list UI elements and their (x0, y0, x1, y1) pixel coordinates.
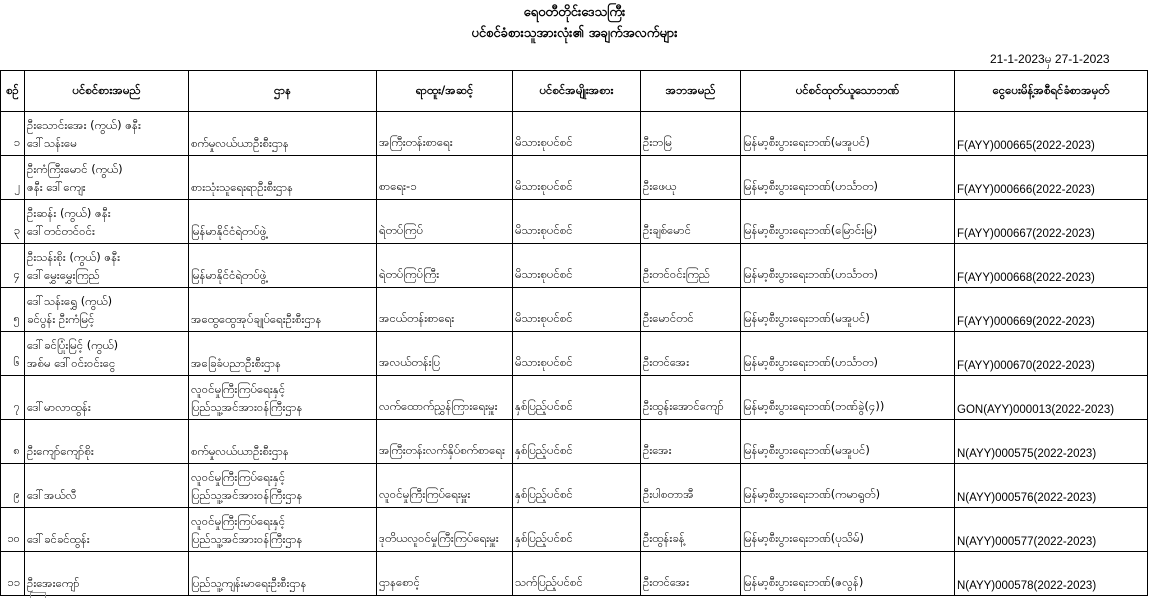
cell-bank: မြန်မာ့စီးပွားရေးဘဏ်(ဟင်္သာတ) (741, 156, 955, 200)
cell-department (189, 508, 377, 552)
cell-rank: ရဲတပ်ကြပ်ကြီး (377, 244, 513, 288)
cell-rank: အလယ်တန်းပြ (377, 332, 513, 376)
cell-no: ၄ (1, 244, 25, 288)
cell-bank: မြန်မာ့စီးပွားရေးဘဏ်(မအူပင်) (741, 420, 955, 464)
cell-department-line2: မြန်မာနိုင်ငံရဲတပ်ဖွဲ့ (191, 268, 267, 282)
cell-payment-order: GON(AYY)000013(2022-2023) (955, 376, 1148, 420)
cell-rank: လူဝင်မှုကြီးကြပ်ရေးမှူး (377, 464, 513, 508)
cell-no: ၉ (1, 464, 25, 508)
cell-name-line2: ခင်ပွန်း ဦးကံမြင့် (27, 312, 95, 326)
cell-bank: မြန်မာ့စီးပွားရေးဘဏ်(မအူပင်) (741, 288, 955, 332)
cell-department (189, 420, 377, 464)
cell-pension-type: နှစ်ပြည့်ပင်စင် (513, 420, 641, 464)
cell-bank: မြန်မာ့စီးပွားရေးဘဏ်(ဘဏ်ခွဲ(၄)) (741, 376, 955, 420)
cell-payment-order: F(AYY)000668(2022-2023) (955, 244, 1148, 288)
cell-father-name: ဦးအေး (641, 420, 741, 464)
cell-father-name: ဦးတင်ဝင်းကြည် (641, 244, 741, 288)
table-row (1, 112, 1148, 156)
cell-payment-order: N(AYY)000576(2022-2023) (955, 464, 1148, 508)
cell-payment-order: F(AYY)000670(2022-2023) (955, 332, 1148, 376)
cell-department (189, 200, 377, 244)
cell-name-line1: ဦးသန်းစိုး (ကွယ်) ဇနီး (27, 250, 121, 264)
cell-department (189, 332, 377, 376)
col-header-payment-order: ငွေပေးမိန့်အစီရင်ခံစာအမှတ် (955, 71, 1148, 112)
cell-pension-type: သက်ပြည့်ပင်စင် (513, 552, 641, 596)
cell-name-line2: ဒေါ်ခင်ခင်ထွန်း (27, 532, 90, 546)
cell-rank: အကြီးတန်းလက်နှိပ်စက်စာရေး (377, 420, 513, 464)
cell-pension-type: မိသားစုပင်စင် (513, 288, 641, 332)
cell-bank: မြန်မာ့စီးပွားရေးဘဏ်(ဟင်္သာတ) (741, 332, 955, 376)
cell-rank: ဒုတိယလူဝင်မှုကြီးကြပ်ရေးမှူး (377, 508, 513, 552)
cell-no: ၈ (1, 420, 25, 464)
cell-pension-type: နှစ်ပြည့်ပင်စင် (513, 508, 641, 552)
cell-name-line1: ဦးဆန်း (ကွယ်) ဇနီး (27, 206, 111, 220)
cell-father-name: ဦးတင်အေး (641, 332, 741, 376)
cell-name (25, 288, 189, 332)
cell-department-line2: ပြည်သူ့အင်အားဝန်ကြီးဌာန (191, 532, 303, 546)
cell-payment-order: F(AYY)000666(2022-2023) (955, 156, 1148, 200)
cell-payment-order: N(AYY)000578(2022-2023) (955, 552, 1148, 596)
col-header-name: ပင်စင်စားအမည် (25, 71, 189, 112)
cell-department (189, 112, 377, 156)
cell-name (25, 420, 189, 464)
cell-name (25, 112, 189, 156)
cell-no: ၁ (1, 112, 25, 156)
cell-name (25, 464, 189, 508)
cell-no: ၅ (1, 288, 25, 332)
cell-department-line2: ပြည်သူ့အင်အားဝန်ကြီးဌာန (191, 400, 303, 414)
cell-name-line2: ဒေါ်မာလာထွန်း (27, 400, 91, 414)
table-row (1, 156, 1148, 200)
cell-father-name: ဦးထွန်းအောင်ကျော် (641, 376, 741, 420)
cell-name-line2: ဒေါ်အယ်လီ (27, 488, 77, 502)
cell-department-line2: စက်မှုလယ်ယာဦးစီးဌာန (191, 136, 289, 150)
table-row (1, 508, 1148, 552)
pension-table (0, 70, 1148, 596)
cell-pension-type: မိသားစုပင်စင် (513, 244, 641, 288)
cell-pension-type: မိသားစုပင်စင် (513, 156, 641, 200)
cell-department (189, 156, 377, 200)
cell-department (189, 464, 377, 508)
cell-father-name: ဦးဘမြ (641, 112, 741, 156)
cell-department (189, 244, 377, 288)
cell-payment-order: F(AYY)000665(2022-2023) (955, 112, 1148, 156)
table-row (1, 288, 1148, 332)
cell-rank: ဌာနစောင့် (377, 552, 513, 596)
cell-pension-type: မိသားစုပင်စင် (513, 112, 641, 156)
cell-father-name: ဦးပါစတာအီ (641, 464, 741, 508)
cell-no: ၇ (1, 376, 25, 420)
col-header-pension-type: ပင်စင်အမျိုးအစား (513, 71, 641, 112)
page-title: ရေဝတီတိုင်းဒေသကြီး (523, 5, 626, 20)
cell-name-line1: ဦးကံကြီးမောင် (ကွယ်) (27, 162, 123, 176)
cell-name-line1: ဒေါ်ခင်ပြုံးမြင့် (ကွယ်) (27, 338, 119, 352)
cell-rank: စာရေး-၁ (377, 156, 513, 200)
table-row (1, 244, 1148, 288)
cell-department-line1: လူဝင်မှုကြီးကြပ်ရေးနှင့် (191, 382, 286, 396)
cell-department (189, 552, 377, 596)
cell-bank: မြန်မာ့စီးပွားရေးဘဏ်(ဇလွန်) (741, 552, 955, 596)
cell-department-line2: မြန်မာနိုင်ငံရဲတပ်ဖွဲ့ (191, 224, 267, 238)
cell-name (25, 244, 189, 288)
cell-pension-type: မိသားစုပင်စင် (513, 200, 641, 244)
cell-father-name: ဦးတင်အေး (641, 552, 741, 596)
cell-name-line2: ဒေါ်မွှေးမွှေးကြည် (27, 268, 100, 282)
cell-department-line2: အထွေထွေအုပ်ချုပ်ရေးဦးစီးဌာန (191, 312, 322, 326)
cell-no: ၁၁ (1, 552, 25, 596)
cell-father-name: ဦးဖေယု (641, 156, 741, 200)
page-subtitle: ပင်စင်ခံစားသူအားလုံး၏ အချက်အလက်များ (471, 26, 678, 41)
cell-pension-type: နှစ်ပြည့်ပင်စင် (513, 376, 641, 420)
cell-name (25, 156, 189, 200)
cell-name-line2: ဦးကျော်ကျော်စိုး (27, 444, 94, 458)
cell-no: ၆ (1, 332, 25, 376)
table-row (1, 420, 1148, 464)
cell-name-line2: ဒေါ်တင်တင်ဝင်း (27, 224, 95, 238)
cell-department-line2: စားသုံးသူရေးရာဦးစီးဌာန (191, 180, 294, 194)
cell-name (25, 508, 189, 552)
cell-department (189, 376, 377, 420)
cell-name-line1: ဦးသောင်းအေး (ကွယ်) ဇနီး (27, 118, 141, 132)
cell-bank: မြန်မာ့စီးပွားရေးဘဏ်(ကမာရွတ်) (741, 464, 955, 508)
col-header-department: ဌာန (189, 71, 377, 112)
cell-payment-order: N(AYY)000575(2022-2023) (955, 420, 1148, 464)
col-header-father-name: အဘအမည် (641, 71, 741, 112)
cell-department-line2: ပြည်သူ့အင်အားဝန်ကြီးဌာန (191, 488, 303, 502)
cell-department-line1: လူဝင်မှုကြီးကြပ်ရေးနှင့် (191, 470, 286, 484)
cell-father-name: ဦးထွန်းခန့် (641, 508, 741, 552)
cell-pension-type: နှစ်ပြည့်ပင်စင် (513, 464, 641, 508)
cell-name-line2: ဦးအေးကျော် (27, 576, 80, 590)
cell-pension-type: မိသားစုပင်စင် (513, 332, 641, 376)
cell-bank: မြန်မာ့စီးပွားရေးဘဏ်(မအူပင်) (741, 112, 955, 156)
table-row (1, 376, 1148, 420)
table-row (1, 552, 1148, 596)
cell-name (25, 200, 189, 244)
cell-no: ၃ (1, 200, 25, 244)
cell-payment-order: F(AYY)000669(2022-2023) (955, 288, 1148, 332)
table-row (1, 332, 1148, 376)
cell-bank: မြန်မာ့စီးပွားရေးဘဏ်(ဟင်္သာတ) (741, 244, 955, 288)
cell-bank: မြန်မာ့စီးပွားရေးဘဏ်(ပုသိမ်) (741, 508, 955, 552)
cell-payment-order: N(AYY)000577(2022-2023) (955, 508, 1148, 552)
sheet-corner (30, 592, 46, 598)
cell-name-line1: ဒေါ်သန်းရွှေ (ကွယ်) (27, 294, 113, 308)
cell-name-line2: ဇနီး ဒေါ်ကျေး (27, 180, 86, 194)
col-header-bank: ပင်စင်ထုတ်ယူသောဘဏ် (741, 71, 955, 112)
cell-no: ၂ (1, 156, 25, 200)
cell-father-name: ဦးမောင်တင် (641, 288, 741, 332)
cell-payment-order: F(AYY)000667(2022-2023) (955, 200, 1148, 244)
cell-name (25, 376, 189, 420)
table-row (1, 200, 1148, 244)
cell-father-name: ဦးချစ်မောင် (641, 200, 741, 244)
date-range: 21-1-2023မှ 27-1-2023 (990, 52, 1110, 66)
table-row (1, 464, 1148, 508)
cell-name (25, 332, 189, 376)
cell-no: ၁၀ (1, 508, 25, 552)
cell-name-line2: ဒေါ်သန်းမေ (27, 136, 77, 150)
cell-department-line1: လူဝင်မှုကြီးကြပ်ရေးနှင့် (191, 514, 286, 528)
cell-bank: မြန်မာ့စီးပွားရေးဘဏ်(မြောင်းမြ) (741, 200, 955, 244)
cell-rank: အကြီးတန်းစာရေး (377, 112, 513, 156)
cell-rank: ရဲတပ်ကြပ် (377, 200, 513, 244)
col-header-rank: ရာထူး/အဆင့် (377, 71, 513, 112)
cell-department-line2: အခြေခံပညာဦးစီးဌာန (191, 356, 282, 370)
cell-department (189, 288, 377, 332)
col-header-no: စဉ် (1, 71, 25, 112)
cell-department-line2: ပြည်သူ့ကျန်းမာရေးဦးစီးဌာန (191, 576, 307, 590)
cell-department-line2: စက်မှုလယ်ယာဦးစီးဌာန (191, 444, 289, 458)
cell-name (25, 552, 189, 596)
cell-rank: လက်ထောက်ညွှန်ကြားရေးမှူး (377, 376, 513, 420)
cell-rank: အငယ်တန်းစာရေး (377, 288, 513, 332)
table-header-row (1, 71, 1148, 112)
cell-name-line2: အစ်မ ဒေါ်ဝင်းဝင်းငွေ (27, 356, 116, 370)
